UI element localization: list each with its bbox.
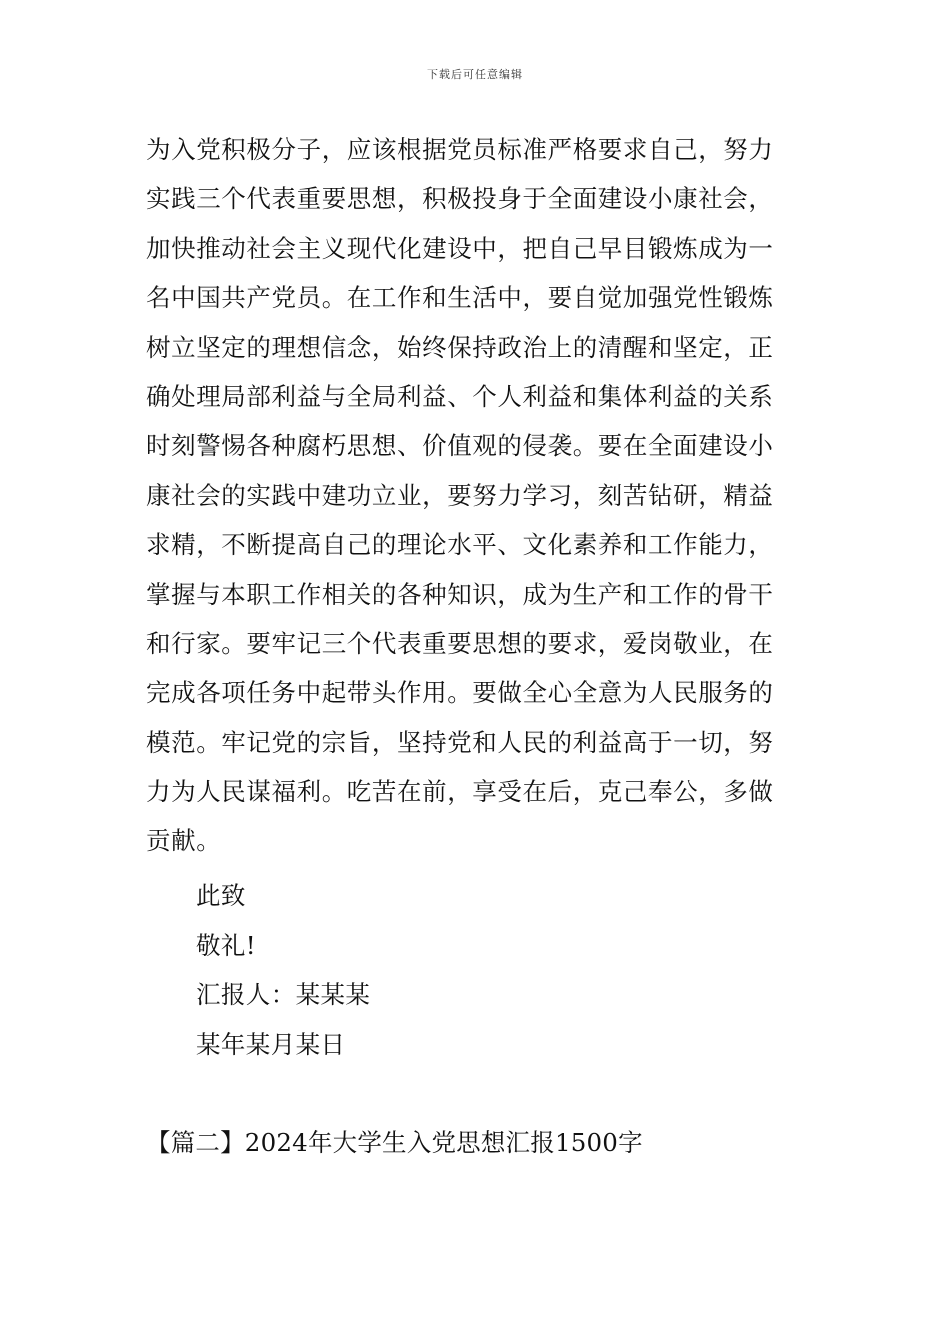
- body-line: 加快推动社会主义现代化建设中，把自己早目锻炼成为一: [146, 233, 774, 263]
- body-line: 时刻警惕各种腐朽思想、价值观的侵袭。要在全面建设小: [146, 431, 774, 461]
- body-line: 实践三个代表重要思想，积极投身于全面建设小康社会，: [146, 184, 774, 214]
- body-line: 掌握与本职工作相关的各种知识，成为生产和工作的骨干: [146, 579, 774, 609]
- body-line: 确处理局部利益与全局利益、个人利益和集体利益的关系: [146, 381, 774, 411]
- closing-block: [196, 871, 370, 1069]
- body-line: 树立坚定的理想信念，始终保持政治上的清醒和坚定，正: [146, 332, 774, 362]
- body-line: 和行家。要牢记三个代表重要思想的要求，爱岗敬业，在: [146, 628, 774, 658]
- body-line: 名中国共产党员。在工作和生活中，要自觉加强党性锻炼: [146, 283, 774, 313]
- closing-salutation: 此致: [196, 881, 246, 910]
- body-line: 完成各项任务中起带头作用。要做全心全意为人民服务的: [146, 678, 774, 708]
- body-line: 求精，不断提高自己的理论水平、文化素养和工作能力，: [146, 530, 774, 560]
- closing-respect: 敬礼!: [196, 930, 257, 960]
- closing-date: 某年某月某日: [196, 1029, 346, 1059]
- body-line: 模范。牢记党的宗旨，坚持党和人民的利益高于一切，努: [146, 727, 774, 757]
- section-heading: 【篇二】2024年大学生入党思想汇报1500字: [146, 1128, 643, 1157]
- closing-reporter: 汇报人：某某某: [196, 980, 371, 1009]
- body-line: 康社会的实践中建功立业，要努力学习，刻苦钻研，精益: [146, 480, 774, 510]
- body-line: 为入党积极分子，应该根据党员标准严格要求自己，努力: [146, 135, 774, 164]
- body-paragraph: [146, 125, 811, 866]
- header-note: 下载后可任意编辑: [427, 68, 523, 81]
- body-line: 力为人民谋福利。吃苦在前，享受在后，克己奉公，多做: [146, 777, 774, 807]
- body-line: 贡献。: [146, 826, 222, 856]
